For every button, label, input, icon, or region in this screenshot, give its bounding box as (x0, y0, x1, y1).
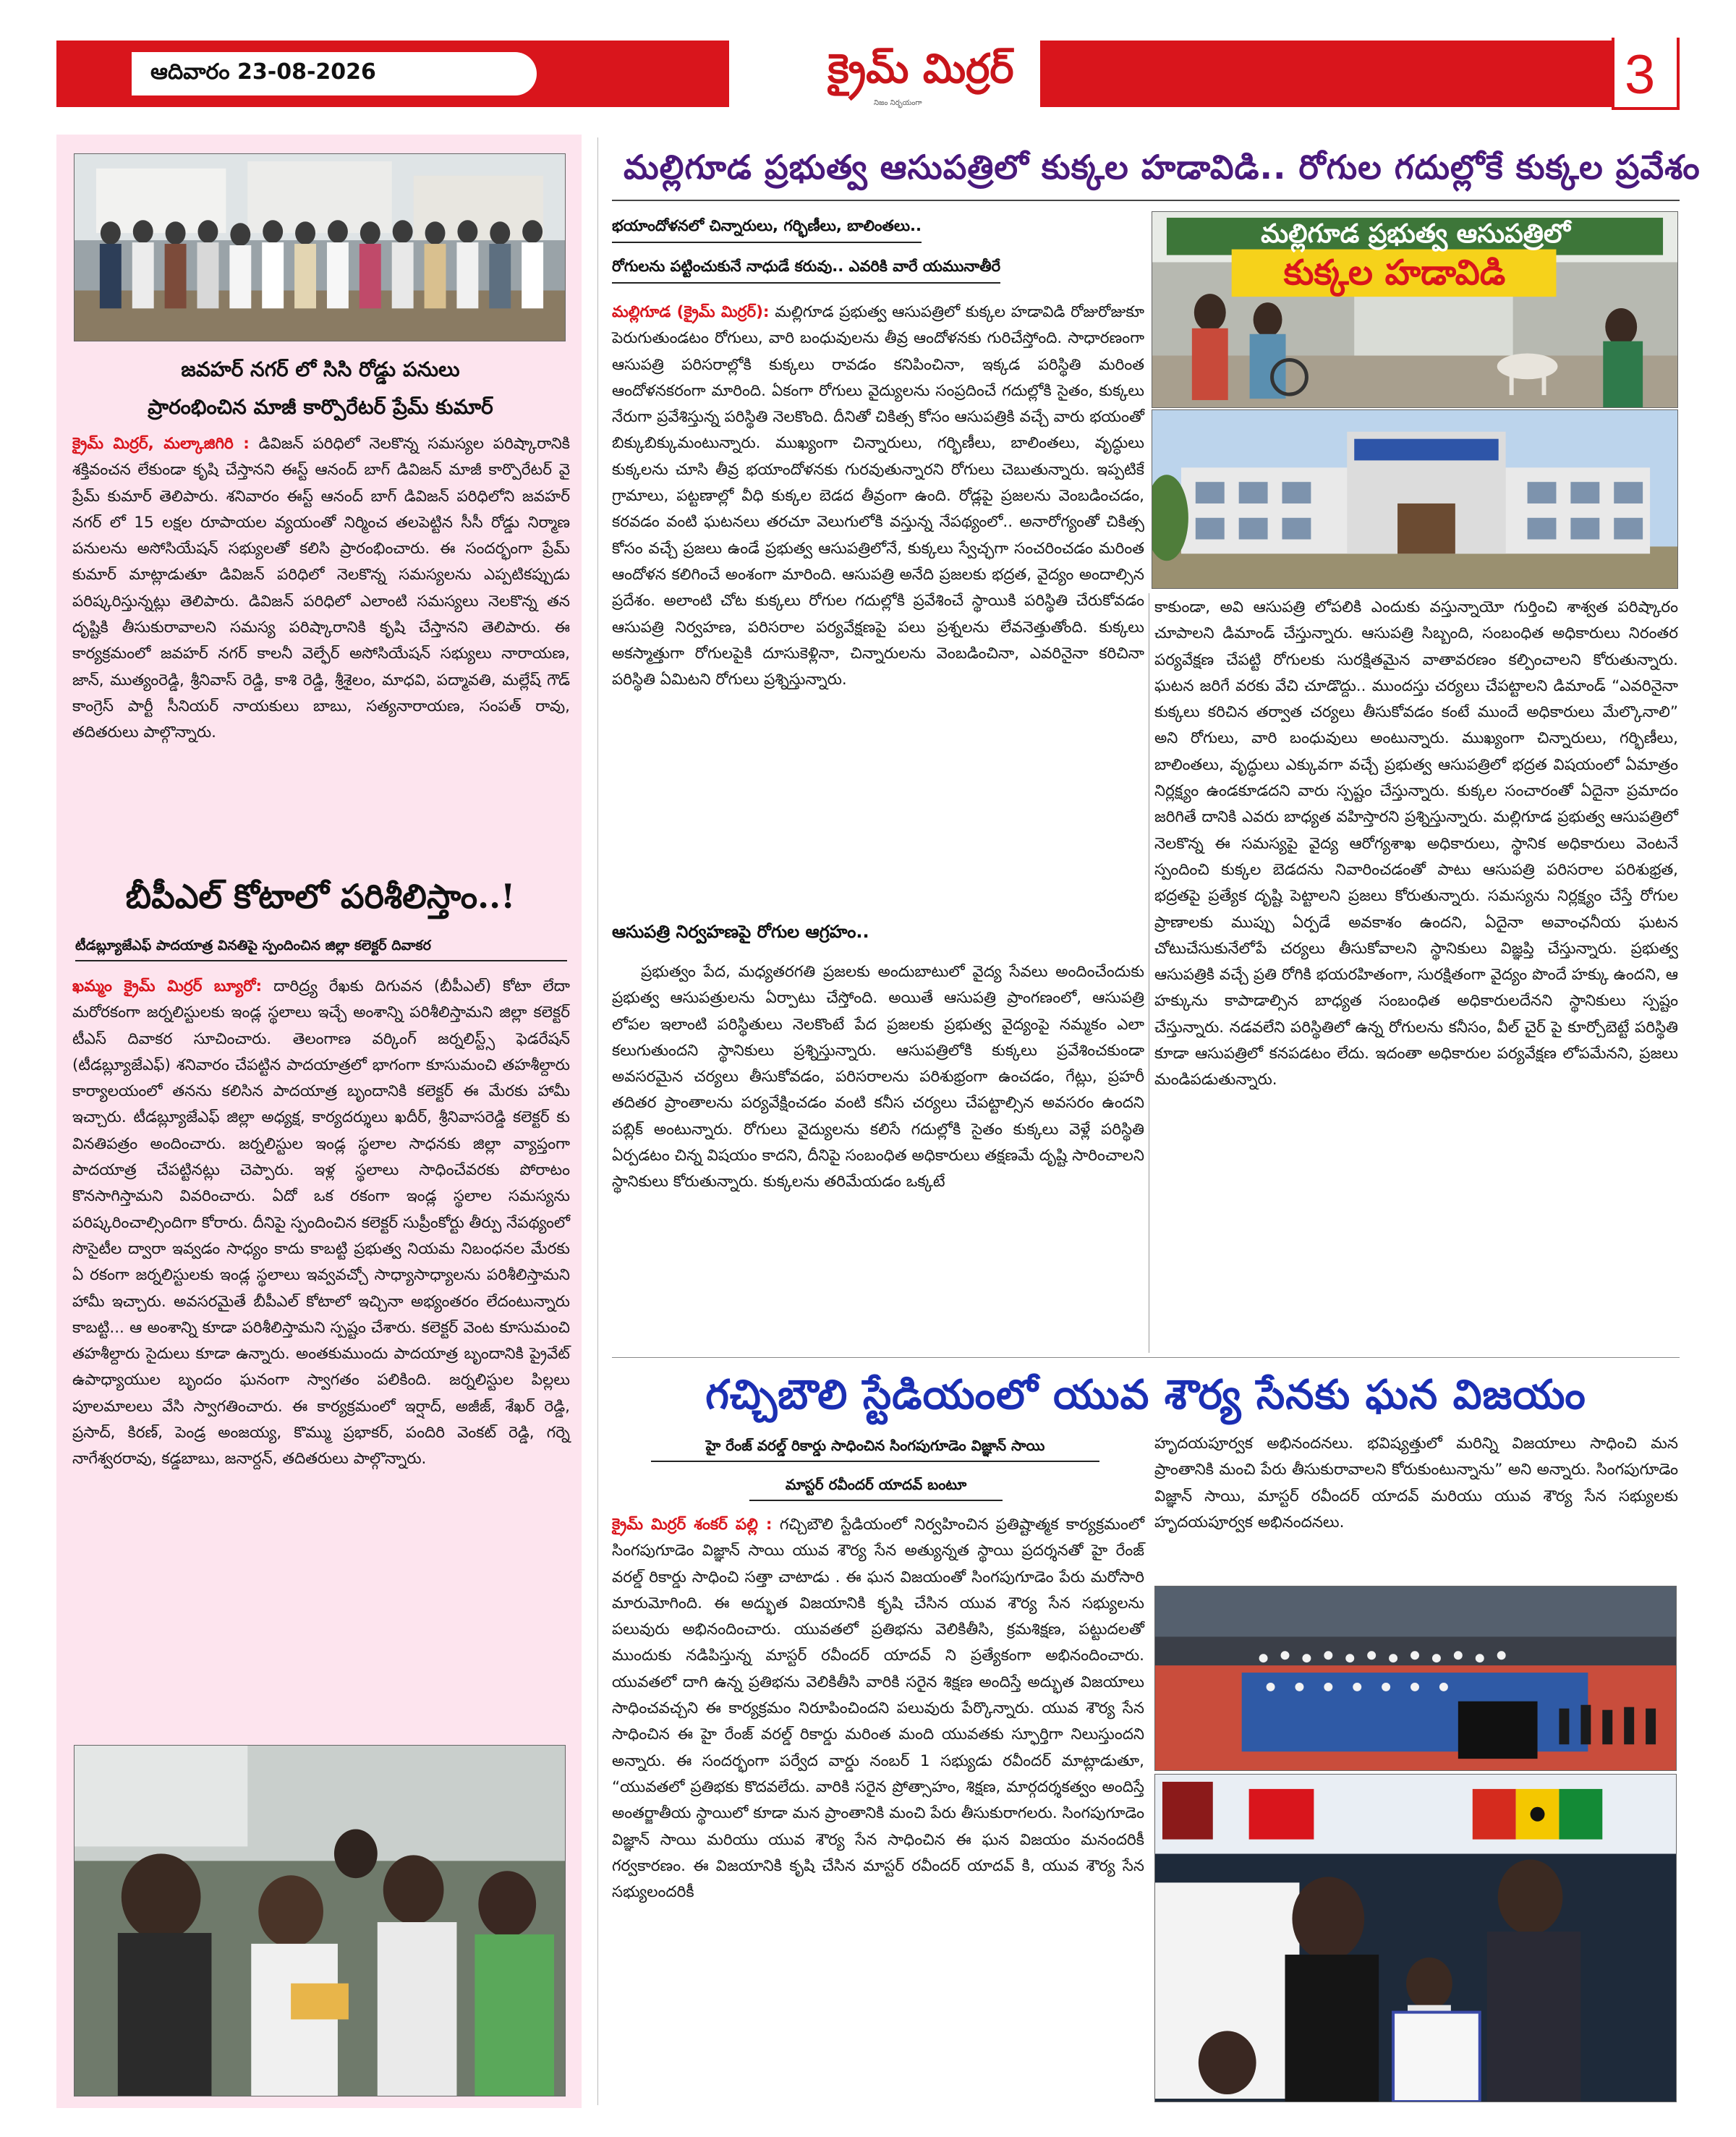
story2-text: దారిద్ర్య రేఖకు దిగువన (బీపీఎల్) కోటా లేదా మరోరకంగా జర్నలిస్టులకు ఇండ్ల స్థలాలు ఇచ్చే అంశాన్ని పరిశీలిస్తామని జిల్లా కలెక్టర్ టీఎస్ దివాకర సూచించారు. తెలంగాణ వర్కింగ్ జర్నలిస్ట్స్ ఫెడరేషన్ (టీడబ్ల్యూజేఎఫ్) శనివారం చేపట్టిన పాదయాత్రలో భాగంగా కూసుమంచి తహశీల్దారు కార్యాలయంలో తనను కలిసిన పాదయాత్ర బృందానికి కలెక్టర్ ఈ మేరకు హామీ ఇచ్చారు. టీడబ్ల్యూజేఎఫ్ జిల్లా అధ్యక్ష, కార్యదర్శులు ఖదీర్, శ్రీనివాసరెడ్డి కలెక్టర్ కు వినతిపత్రం అందించారు. జర్నలిస్టుల ఇండ్ల స్థలాల సాధనకు జిల్లా వ్యాప్తంగా పాదయాత్ర చేపట్టినట్లు చెప్పారు. ఇళ్ల స్థలాలు సాధించేవరకు పోరాటం కొనసాగిస్తామని వివరించారు. ఏదో ఒక రకంగా ఇండ్ల స్థలాల సమస్యను పరిష్కరించాల్సిందిగా కోరారు. దీనిపై స్పందించిన కలెక్టర్ సుప్రీంకోర్టు తీర్పు నేపథ్యంలో సొసైటీల ద్వారా ఇవ్వడం సాధ్యం కాదు కాబట్టి ప్రభుత్వ నియమ నిబంధనల మేరకు ఏ రకంగా జర్నలిస్టులకు ఇండ్ల స్థలాలు ఇవ్వవచ్చో సాధ్యాసాధ్యాలను పరిశీలిస్తామని హామీ ఇచ్చారు. అవసరమైతే బీపీఎల్ కోటాలో ఇచ్చినా అభ్యంతరం లేదంటున్నారు కాబట్టి... ఆ అంశాన్ని కూడా పరిశీలిస్తామని స్పష్టం చేశారు. కలెక్టర్ వెంట కూసుమంచి తహశీల్దారు సైదులు కూడా ఉన్నారు. అంతకుముందు పాదయాత్ర బృందానికి ప్రైవేట్ ఉపాధ్యాయుల బృందం ఘనంగా స్వాగతం పలికింది. జర్నలిస్టుల పిల్లలు పూలమాలలు వేసి స్వాగతించారు. ఈ కార్యక్రమంలో ఇర్షాద్, అజీజ్, శేఖర్ రెడ్డి, ప్రసాద్, కిరణ్, పెండ్ర అంజయ్య, కొమ్ము ప్రభాకర్, పందిరి వెంకట్ రెడ్డి, గర్నె నాగేశ్వరరావు, కడ్డబాబు, జనార్దన్, తదితరులు పాల్గొన్నారు. (72, 977, 570, 1469)
main-dateline: మల్లిగూడ (క్రైమ్ మిర్రర్): (612, 303, 770, 321)
story1-headline-line2: ప్రారంభించిన మాజీ కార్పొరేటర్ ప్రేమ్ కుమార్ (148, 395, 493, 419)
main-body-b (612, 959, 1144, 1196)
story2-body (72, 974, 570, 1473)
award-photo (1154, 1774, 1677, 2102)
main-text-a: మల్లిగూడ ప్రభుత్వ ఆసుపత్రిలో కుక్కల హడావిడి రోజురోజుకూ పెరుగుతుండటం రోగులు, వారి బంధువులను తీవ్ర ఆందోళనకు గురిచేస్తోంది. సాధారణంగా ఆసుపత్రి పరిసరాల్లోకి కుక్కలు రావడం కనిపించినా, ఇక్కడ పరిస్థితి మరింత ఆందోళనకరంగా మారింది. ఏకంగా రోగులు వైద్యులను సంప్రదించే గదుల్లోకి సైతం, కుక్కలు నేరుగా ప్రవేశిస్తున్న పరిస్థితి నెలకొంది. దీనితో చికిత్స కోసం ఆసుపత్రికి వచ్చే వారు భయంతో బిక్కుబిక్కుమంటున్నారు. ముఖ్యంగా చిన్నారులు, గర్భిణీలు, బాలింతలు, వృద్ధులు కుక్కలను చూసి తీవ్ర భయాందోళనకు గురవుతున్నారని రోగులు చెబుతున్నారు. ఇప్పటికే గ్రామాలు, పట్టణాల్లో వీధి కుక్కల బెడద తీవ్రంగా ఉంది. రోడ్లపై ప్రజలను వెంబడించడం, కరవడం వంటి ఘటనలు తరచూ వెలుగులోకి వస్తున్న నేపథ్యంలో.. అనారోగ్యంతో చికిత్స కోసం వచ్చే ప్రజలు ఉండే ప్రభుత్వ ఆసుపత్రిలోనే, కుక్కలు స్వేచ్ఛగా సంచరించడం మరింత ఆందోళన కలిగించే అంశంగా మారింది. ఆసుపత్రి అనేది ప్రజలకు భద్రత, వైద్యం అందాల్సిన ప్రదేశం. అలాంటి చోట కుక్కలు రోగుల గదుల్లోకి ప్రవేశించే స్థాయికి పరిస్థితి చేరుకోవడం ఆసుపత్రి నిర్వహణ, పరిసరాల పర్యవేక్షణపై పలు ప్రశ్నలను లేవనెత్తుతోంది. కుక్కలు అకస్మాత్తుగా రోగులపైకి దూసుకెళ్లినా, చిన్నారులను వెంబడించినా, ఎవరినైనా కరిచినా పరిస్థితి ఏమిటని రోగులు ప్రశ్నిస్తున్నారు. (612, 303, 1144, 689)
main-sub2: రోగులను పట్టించుకునే నాధుడే కరువు.. ఎవరికి వారే యమునాతీరే (612, 258, 1000, 284)
story1-body (72, 431, 570, 747)
main-headline: మల్లిగూడ ప్రభుత్వ ఆసుపత్రిలో కుక్కల హడావిడి.. రోగుల గదుల్లోకే కుక్కల ప్రవేశం (624, 148, 1701, 187)
sports-sub2: మాస్టర్ రవీందర్ యాదవ్ బంటూ (749, 1476, 1003, 1501)
sports-text-b: హృదయపూర్వక అభినందనలు. భవిష్యత్తులో మరిన్ని విజయాలు సాధించి మన ప్రాంతానికి మంచి పేరు తీసుకురావాలని కోరుకుంటున్నాను” అని అన్నారు. సింగపుగూడెం విజ్ఞాన్ సాయి, మాస్టర్ రవీందర్ యాదవ్ మరియు యువ శౌర్య సేన సభ్యులకు హృదయపూర్వక అభినందనలు. (1154, 1435, 1678, 1531)
page-number: 3 (1625, 44, 1656, 106)
issue-date: ఆదివారం 23-08-2026 (150, 59, 376, 85)
hospital-building-photo (1152, 409, 1678, 589)
main-body-a (612, 299, 1144, 693)
photo-caption-line1: మల్లిగూడ ప్రభుత్వ ఆసుపత్రిలో (1261, 219, 1570, 249)
story1-dateline: క్రైమ్ మిర్రర్, మల్కాజిగిరి : (72, 435, 250, 453)
left-column-divider (597, 137, 598, 2105)
masthead-red-band-right (1040, 41, 1672, 107)
story2-headline: బీపీఎల్ కోటాలో పరిశీలిస్తాం..! (125, 877, 516, 916)
main-subhead-b: ఆసుపత్రి నిర్వహణపై రోగుల ఆగ్రహం.. (612, 922, 869, 942)
sports-sub1: హై రేంజ్ వరల్డ్ రికార్డు సాధించిన సింగపుగూడెం విజ్ఞాన్ సాయి (651, 1437, 1099, 1462)
stadium-photo (1154, 1586, 1677, 1771)
newspaper-logo: క్రైమ్ మిర్రర్ (827, 45, 1014, 93)
main-text-b: ప్రభుత్వం పేద, మధ్యతరగతి ప్రజలకు అందుబాటులో వైద్య సేవలు అందించేందుకు ప్రభుత్వ ఆసుపత్రులను ఏర్పాటు చేస్తోంది. అయితే ఆసుపత్రి ప్రాంగణంలో, ఆసుపత్రి లోపల ఇలాంటి పరిస్థితులు నెలకొంటే పేద ప్రజలకు ప్రభుత్వ వైద్యంపై నమ్మకం ఎలా కలుగుతుందని స్థానికులు ప్రశ్నిస్తున్నారు. ఆసుపత్రిలోకి కుక్కలు ప్రవేశించకుండా అవసరమైన చర్యలు తీసుకోవడం, పరిసరాలను పరిశుభ్రంగా ఉంచడం, గేట్లు, ప్రహరీ తదితర ప్రాంతాలను పర్యవేక్షించడం వంటి కనీస చర్యలు చేపట్టాల్సిన అవసరం ఉందని పబ్లిక్ అంటున్నారు. రోగులు వైద్యులను కలిసే గదుల్లోకి సైతం కుక్కలు వెళ్లే పరిస్థితి ఏర్పడటం చిన్న విషయం కాదని, దీనిపై సంబంధిత అధికారులు తక్షణమే దృష్టి సారించాలని స్థానికులు కోరుతున్నారు. కుక్కలను తరిమేయడం ఒక్కటే (612, 963, 1144, 1191)
hospital-dogs-photo (1152, 211, 1678, 408)
collector-photo (74, 1745, 566, 2096)
story1-headline-line1: జవహర్ నగర్ లో సిసి రోడ్డు పనులు (181, 357, 460, 381)
sports-body-b (1154, 1431, 1678, 1536)
group-photo (74, 153, 566, 341)
main-headline-rule (612, 200, 1680, 201)
story1-text: డివిజన్ పరిధిలో నెలకొన్న సమస్యల పరిష్కారానికి శక్తివంచన లేకుండా కృషి చేస్తానని ఈస్ట్ ఆనంద్ బాగ్ డివిజన్ మాజీ కార్పొరేటర్ వై ప్రేమ్ కుమార్ తెలిపారు. శనివారం ఈస్ట్ ఆనంద్ బాగ్ డివిజన్ పరిధిలోని జవహర్ నగర్ లో 15 లక్షల రూపాయల వ్యయంతో నిర్మించ తలపెట్టిన సీసీ రోడ్డు నిర్మాణ పనులను అసోసియేషన్ సభ్యులతో కలిసి ప్రారంభించారు. ఈ సందర్భంగా ప్రేమ్ కుమార్ మాట్లాడుతూ డివిజన్ పరిధిలో నెలకొన్న సమస్యలను ఎప్పటికప్పుడు పరిష్కరిస్తున్నట్లు తెలిపారు. డివిజన్ పరిధిలో ఎలాంటి సమస్యలు నెలకొన్న తన దృష్టికి తీసుకురావాలని సమస్య పరిష్కారానికి కృషి చేస్తానని తెలిపారు. ఈ కార్యక్రమంలో జవహర్ నగర్ కాలనీ వెల్ఫేర్ అసోసియేషన్ సభ్యులు నారాయణ, జాన్, ముత్యంరెడ్డి, శ్రీనివాస్ రెడ్డి, కాశి రెడ్డి, శ్రీశైలం, మాధవి, పద్మావతి, మల్లేష్ గౌడ్ కాంగ్రెస్ పార్టీ సీనియర్ నాయకులు బాబు, సత్యనారాయణ, సంపత్ రావు, తదితరులు పాల్గొన్నారు. (72, 435, 571, 742)
sports-dateline: క్రైమ్ మిర్రర్ శంకర్ పల్లి : (612, 1516, 773, 1534)
main-text-c: కాకుండా, అవి ఆసుపత్రి లోపలికి ఎందుకు వస్తున్నాయో గుర్తించి శాశ్వత పరిష్కారం చూపాలని డిమాండ్ చేస్తున్నారు. ఆసుపత్రి సిబ్బంది, సంబంధిత అధికారులు నిరంతర పర్యవేక్షణ చేపట్టి రోగులకు సురక్షితమైన వాతావరణం కల్పించాలని కోరుతున్నారు. ఘటన జరిగే వరకు వేచి చూడొద్దు.. ముందస్తు చర్యలు చేపట్టాలని డిమాండ్ “ఎవరినైనా కుక్కలు కరిచిన తర్వాత చర్యలు తీసుకోవడం కంటే ముందే అధికారులు మేల్కొనాలి” అని రోగులు, వారి బంధువులు అంటున్నారు. ముఖ్యంగా చిన్నారులు, గర్భిణీలు, బాలింతలు, వృద్ధులు ఎక్కువగా వచ్చే ప్రభుత్వ ఆసుపత్రిలో భద్రత విషయంలో ఏమాత్రం నిర్లక్ష్యం ఉండకూడదని వారు స్పష్టం చేస్తున్నారు. కుక్కల సంచారంతో ఏదైనా ప్రమాదం జరిగితే దానికి ఎవరు బాధ్యత వహిస్తారని ప్రశ్నిస్తున్నారు. మల్లిగూడ ప్రభుత్వ ఆసుపత్రిలో నెలకొన్న ఈ సమస్యపై వైద్య ఆరోగ్యశాఖ అధికారులు, స్థానిక అధికారులు వెంటనే స్పందించి కుక్కల బెడదను నివారించడంతో పాటు ఆసుపత్రి పరిసరాల పరిశుభ్రత, భద్రతపై ప్రత్యేక దృష్టి పెట్టాలని ప్రజలు కోరుతున్నారు. సమస్యను నిర్లక్ష్యం చేస్తే రోగుల ప్రాణాలకు ముప్పు ఏర్పడే అవకాశం ఉందని, ఏదైనా అవాంఛనీయ ఘటన చోటుచేసుకునేలోపే చర్యలు తీసుకోవాలని స్థానికులు విజ్ఞప్తి చేస్తున్నారు. ప్రభుత్వ ఆసుపత్రికి వచ్చే ప్రతి రోగికి భయరహితంగా, సురక్షితంగా వైద్యం పొందే హక్కు ఉందని, ఆ హక్కును కాపాడాల్సిన బాధ్యత సంబంధిత అధికారులదేనని స్థానికులు స్పష్టం చేస్తున్నారు. నడవలేని పరిస్థితిలో ఉన్న రోగులను కనీసం, వీల్ చైర్ పై కూర్చోబెట్టే పరిస్థితి కూడా ఆసుపత్రిలో కనపడటం లేదు. ఇదంతా అధికారుల పర్యవేక్షణ లోపమేనని, ప్రజలు మండిపడుతున్నారు. (1154, 598, 1678, 1089)
sports-headline: గచ్చిబౌలి స్టేడియంలో యువ శౌర్య సేనకు ఘన విజయం (705, 1372, 1586, 1419)
sports-text-a: గచ్చిబౌలి స్టేడియంలో నిర్వహించిన ప్రతిష్టాత్మక కార్యక్రమంలో సింగపుగూడెం విజ్ఞాన్ సాయి యువ శౌర్య సేన అత్యున్నత స్థాయి ప్రదర్శనతో హై రేంజ్ వరల్డ్ రికార్డు సాధించి సత్తా చాటాడు . ఈ ఘన విజయంతో సింగపుగూడెం పేరు మరోసారి మారుమోగింది. ఈ అద్భుత విజయానికి కృషి చేసిన యువ శౌర్య సేన సభ్యులను పలువురు అభినందించారు. యువతలో ప్రతిభను వెలికితీసి, క్రమశిక్షణ, పట్టుదలతో ముందుకు నడిపిస్తున్న మాస్టర్ రవీందర్ యాదవ్ ని ప్రత్యేకంగా అభినందించారు. యువతలో దాగి ఉన్న ప్రతిభను వెలికితీసి వారికి సరైన శిక్షణ అందిస్తే అద్భుత విజయాలు సాధించవచ్చని ఈ కార్యక్రమం నిరూపించిందని పలువురు పేర్కొన్నారు. యువ శౌర్య సేన సాధించిన ఈ హై రేంజ్ వరల్డ్ రికార్డు మరింత మంది యువతకు స్ఫూర్తిగా నిలుస్తుందని అన్నారు. ఈ సందర్భంగా పర్వేద వార్డు నంబర్ 1 సభ్యుడు రవీందర్ మాట్లాడుతూ, “యువతలో ప్రతిభకు కొదవలేదు. వారికి సరైన ప్రోత్సాహం, శిక్షణ, మార్గదర్శకత్వం అందిస్తే అంతర్జాతీయ స్థాయిలో కూడా మన ప్రాంతానికి మంచి పేరు తీసుకురాగలరు. సింగపుగూడెం విజ్ఞాన్ సాయి మరియు యువ శౌర్య సేన సాధించిన ఈ ఘన విజయం మనందరికీ గర్వకారణం. ఈ విజయానికి కృషి చేసిన మాస్టర్ రవీందర్ యాదవ్ కి, యువ శౌర్య సేన సభ్యులందరికీ (612, 1516, 1144, 1902)
sports-top-rule (612, 1357, 1680, 1358)
main-sub1: భయాందోళనలో చిన్నారులు, గర్భిణీలు, బాలింతలు.. (612, 217, 922, 243)
story2-subhead: టీడబ్ల్యూజేఎఫ్ పాదయాత్ర వినతిపై స్పందించిన జిల్లా కలెక్టర్ దివాకర (75, 938, 567, 961)
logo-tagline: నిజం నిర్భయంగా (874, 99, 922, 107)
sports-body-a (612, 1512, 1144, 1906)
masthead (56, 41, 1680, 107)
photo-caption-line2: కుక్కల హడావిడి (1283, 252, 1506, 293)
main-body-c (1154, 595, 1678, 1094)
story2-dateline: ఖమ్మం క్రైమ్ మిర్రర్ బ్యూరో: (72, 977, 263, 995)
